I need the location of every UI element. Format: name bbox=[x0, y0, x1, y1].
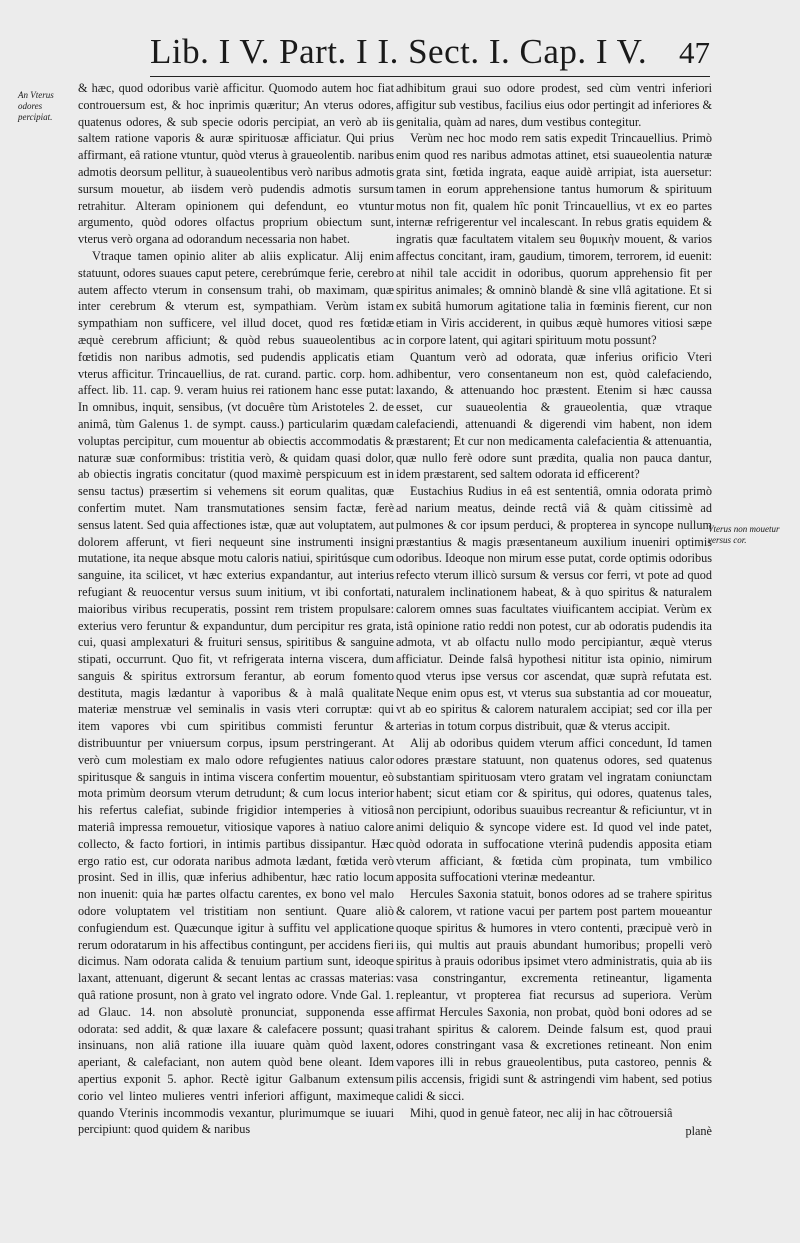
running-header bbox=[150, 32, 710, 77]
paragraph: Alij ab odoribus quidem vterum affici concedunt, Id tamen odores præstare statuunt, non quatenus odores, sed quatenus substantiam spirituosam vtero gratam vel ingratam coniunctam habent; sicut etiam cor & spiritus, qui odores, quatenus tales, non percipiunt, odoribus suauibus recreantur & reficiuntur, vt in animi deliquio & syncope videre est. Id quod vel inde patet, quòd odorata in suffocatione vterinâ pudendis apposita etiam vterum afficiant, & fœtida cùm propinata, tum vmbilico apposita suffocationi vterinæ medeantur. bbox=[396, 736, 712, 885]
paragraph: Quantum verò ad odorata, quæ inferius orificio Vteri adhibentur, vero consentaneum non est, quòd calefaciendo, laxando, & attenuando hoc præstent. Etenim si hæc caussa esset, cur suaueolentia & graueolentia, quæ vtraque calefaciendi, attenuandi & digerendi vim habent, non idem præstarent; Et cur non medicamenta calefacientia & attenuantia, quæ nullo ferè odore sunt prædita, qualia non pauca dantur, idem præstarent, sed saltem odorata id efficerent? bbox=[396, 349, 712, 482]
paragraph: Mihi, quod in genuè fateor, nec alij in hac cõtrouersiâ bbox=[410, 1105, 673, 1120]
paragraph: Vtraque tamen opinio aliter ab aliis explicatur. Alij enim statuunt, odores suaues caput petere, cerebrúmque ferie, cerebro autem affecto vterum in consensum trahi, ob maximam, quæ inter cerebrum & vterum est, sympathiam. Verùm istam sympathiam non sufficere, vel illud docet, quod res fœtidæ æquè cerebrum afficiunt; & quòd rebus suaueolentibus ac fœtidis non naribus admotis, sed pudendis applicatis etiam vterus afficitur. Trincauellius, de rat. curand. partic. corp. hom. affect. lib. 11. cap. 9. veram huius rei rationem hanc esse putat: In omnibus, inquit, sensibus, (vt docuêre tùm Aristoteles 2. de animâ, tùm Galenus 1. de sympt. causs.) particularim quædam voluptas percipitur, cum mouentur ab obiectis accommodatis & naturæ suæ conformibus: tristitia verò, & quidam quasi dolor, ab obiectis ingratis concitatur (quod maximè perspicuum est in sensu tactus) præsertim si vehemens sit eorum qualitas, quæ confertim mutet. Nam transmutationes sensim factæ, ferè sensus latent. Sed quia affectiones istæ, quæ aut voluptatem, aut dolorem afferunt, vt fieri nequeunt sine instrumenti insigni mutatione, ita neque absque motu caloris natiui, spiritúsque cum sanguine, ita scilicet, vt hæc exterius expandantur, aut interius refugiant & reuocentur versus suum initium, vt ibi confortati, maioribus viribus recuperatis, possint rem tristem propulsare: exterius vero feruntur & expanduntur, dum percipitur res grata, cui, quasi amplexaturi & fruituri sensus, spiritibus & sanguine stipati, occurrunt. Quo fit, vt refrigerata interna viscera, dum sanguis & spiritus extrorsum ferantur, ab eorum fomento destituta, magis lædantur à vaporibus & à malâ qualitate materiæ menstruæ vel seminalis in vasis vteri corruptæ: qui item vapores vbi cum spiritibus commisti feruntur & distribuuntur per vniuersum corpus, ipsum perstringerant. At verò cum molestiam ex malo odore refugientes natiuus calor spiritusque & sanguis in intima viscera confertim mouentur, eò mota primùm deorsum vterum detrudunt; & cum locus interior his refertus calefiat, subinde frigidior intemperies à vitiosâ materiâ impressa remouetur, vitiosique vapores à natiuo calore collecto, & facto fortiori, in intimis partibus dissipantur. Hæc ergo ratio est, cur odorata naribus admota lædant, fœtida verò prosint. Sed in illis, quæ inferius adhibentur, hæc ratio locum non inuenit: quia hæ partes olfactu carentes, ex bono vel malo odore voluptatem vel tristitiam non sentiunt. Quare aliò confugiendum est. Quæcunque igitur à suffitu vel applicatione rerum odoratarum in his affectibus contingunt, per accidens fieri dicimus. Nam odorata calida & tenuium partium sunt, ideoque laxant, attenuant, digerunt & secant lentas ac crassas materias: quâ ratione prosunt, non à grato vel ingrato odore. Vnde Gal. 1. ad Glauc. 14. non absolutè pronunciat, supponenda esse odorata: sed addit, & quæ laxare & calefacere possunt; quasi insinuans, non aliâ ratione illa iuuare quàm quòd laxent, aperiant, & calefaciant, non autem quòd bene oleant. Idem apertius exponit 5. aphor. Rectè igitur Galbanum extensum corio vel linteo mulieres ventri inferiori affigunt, maximeque quando Vterinis incommodis vexantur, plurimumque se iuuari percipiunt: quod quidem & naribus bbox=[78, 248, 394, 1137]
left-column bbox=[78, 80, 394, 1138]
running-title: Lib. I V. Part. I I. Sect. I. Cap. I V. bbox=[150, 32, 648, 71]
paragraph: Eustachius Rudius in eâ est sententiâ, omnia odorata primò ad narium meatus, deinde rectâ viâ & quàm citissimè ad pulmones & cor ipsum perduci, & propterea in syncope nullum præstantius & magis præsentaneum auxilium inueniri optimis odoribus. Ideoque non mirum esse putat, corde optimis odoribus refecto vterum illicò sursum & versus cor ferri, vt pote ad quod naturalem inclinationem habeat, & à quo spiritus & naturalem calorem omnes suas facultates viuificantem accipiat. Verùm ex istâ opinione ratio reddi non potest, cur ab odoratis pudendis ita admota, vt ab olfactu nullo modo percipiantur, æquè vterus afficiatur. Deinde falsâ hypothesi nititur ista opinio, nimirum quod vterus ipse versus cor ascendat, quæ suprà refutata est. Neque enim opus est, vt vterus sua substantia ad cor moueatur, vt ab eo spiritus & calorem naturalem accipiat; sed cor illa per arterias in totum corpus distribuit, quæ & vterus accipit. bbox=[396, 484, 712, 734]
paragraph: adhibitum graui suo odore prodest, sed cùm ventri inferiori affigitur sub vestibus, facilius eius odor pertingit ad inferiores & genitalia, quàm ad nares, dum vestibus contegitur. bbox=[396, 81, 712, 129]
paragraph: & hæc, quod odoribus variè afficitur. Quomodo autem hoc fiat controuersum est, & hoc inprimis quæritur; An vterus odores, quatenus odores, & sub specie odoris percipiat, an verò ab iis saltem ratione vaporis & auræ spirituosæ afficiatur. Qui prius affirmant, eâ ratione vtuntur, quòd vterus à graueolentib. naribus admotis deorsum pellitur, à suaueolentibus verò naribus admotis sursum mouetur, ab iisdem verò pudendis admotis sursum retrahitur. Alteram opinionem qui defendunt, eo vtuntur argumento, quòd odores olfactus proprium obiectum sunt, vterus verò organa ad odorandum necessaria non habet. bbox=[78, 81, 394, 247]
paragraph: Verùm nec hoc modo rem satis expedit Trincauellius. Primò enim quod res naribus admotas attinet, etsi suaueolentia naturæ grata sint, fœtida ingrata, eaque auidè arripiat, ista auersetur: tamen in eorum apprehensione tantus humorum & spirituum motus non fit, qualem hîc ponit Trincauellius, vt ex eo partes internæ refrigerentur vel incalescant. In rebus gratis equidem & ingratis quæ facultatem vitalem seu θυμικὴν mouent, & varios affectus concitant, iram, gaudium, timorem, terrorem, id euenit: at nihil tale accidit in odoribus, quorum apprehensio fit per spiritus animales; & omninò blandè & sine vllâ agitatione. Et si ex subitâ humorum agitatione talia in fœminis fierent, cur non etiam in Viris acciderent, in quibus æquè humores vitiosi sæpe in corpore latent, qui agitari spirituum motu possunt? bbox=[396, 131, 712, 347]
catchword: planè bbox=[685, 1124, 712, 1139]
margin-note-right: Vterus non mouetur versus cor. bbox=[708, 524, 780, 545]
page-number: 47 bbox=[679, 35, 710, 70]
margin-note-left: An Vterus odores percipiat. bbox=[18, 90, 54, 122]
right-column bbox=[396, 80, 712, 1140]
paragraph: Hercules Saxonia statuit, bonos odores ad se trahere spiritus & calorem, vt ratione vacui per partem post partem moueantur quoque spiritus & humores in vtero contenti, præcipuè verò in iis, qui multis aut prauis abundant humoribus; propelli verò spiritus à prauis odoribus ipsimet vtero administratis, quia ab iis vasa constringantur, excrementa retineantur, ligamenta repleantur, vt propterea fiat recursus ad superiora. Verùm affirmat Hercules Saxonia, non probat, quòd boni odores ad se trahant spiritus & calorem. Deinde falsum est, quod praui odores constringant vasa & excretiones retineant. Non enim vapores illi in rebus graueolentibus, puta castoreo, pennis & pilis accensis, frigidi sunt & astringendi vim habent, sed potius calidi & sicci. bbox=[396, 887, 712, 1103]
